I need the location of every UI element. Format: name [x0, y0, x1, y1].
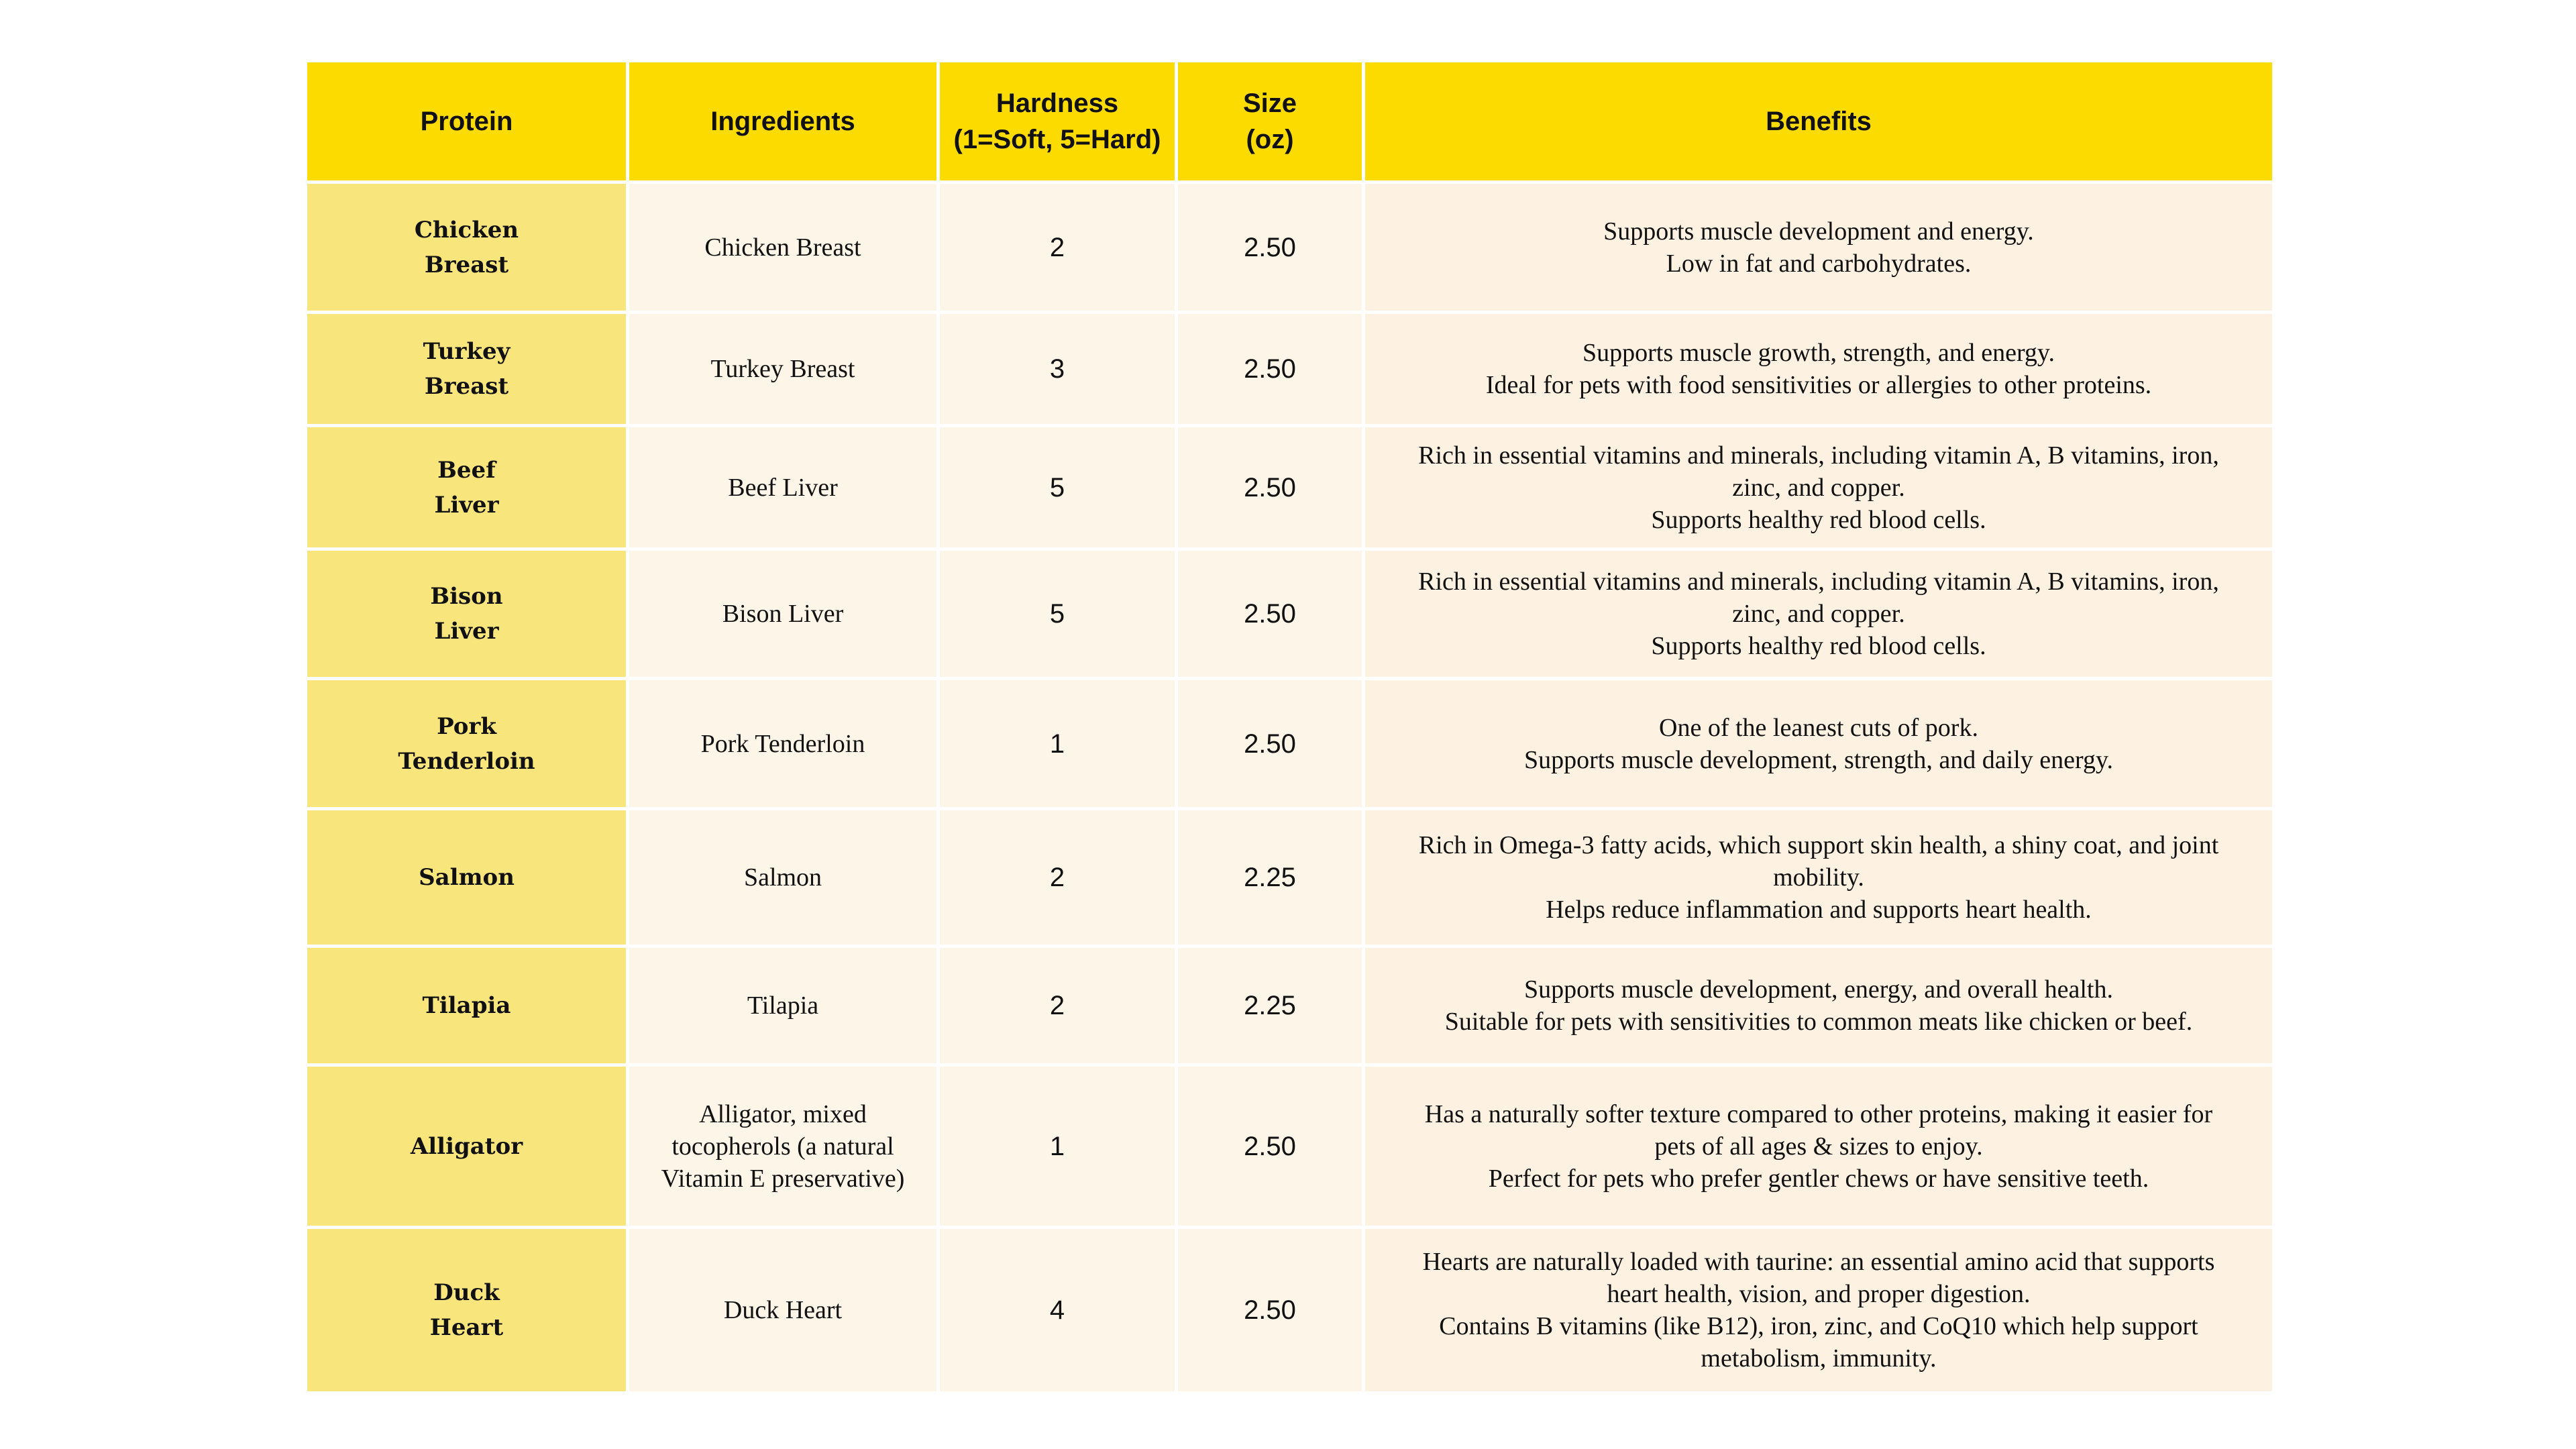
hardness-cell: 1 — [938, 1065, 1177, 1228]
protein-cell: Pork Tenderloin — [306, 679, 628, 809]
header-protein: Protein — [306, 61, 628, 182]
header-row — [306, 61, 2274, 182]
protein-cell: Tilapia — [306, 947, 628, 1065]
header-hardness: Hardness (1=Soft, 5=Hard) — [938, 61, 1177, 182]
ingredients-cell: Salmon — [628, 809, 938, 947]
ingredients-cell: Chicken Breast — [628, 182, 938, 313]
table-row — [306, 809, 2274, 947]
protein-cell: Duck Heart — [306, 1228, 628, 1393]
hardness-cell: 5 — [938, 549, 1177, 679]
size-cell: 2.50 — [1177, 549, 1364, 679]
benefits-cell: One of the leanest cuts of pork. Supports muscle development, strength, and daily energy. — [1364, 679, 2274, 809]
table-row — [306, 549, 2274, 679]
benefits-cell: Rich in essential vitamins and minerals, including vitamin A, B vitamins, iron, zinc, and copper. Supports healthy red blood cells. — [1364, 426, 2274, 549]
table-row — [306, 426, 2274, 549]
benefits-cell: Supports muscle development and energy. Low in fat and carbohydrates. — [1364, 182, 2274, 313]
protein-cell: Beef Liver — [306, 426, 628, 549]
hardness-cell: 5 — [938, 426, 1177, 549]
ingredients-cell: Pork Tenderloin — [628, 679, 938, 809]
benefits-cell: Hearts are naturally loaded with taurine: an essential amino acid that supports heart health, vision, and proper digestion. Contains B vitamins (like B12), iron, zinc, and CoQ10 which help support metabolism, immunity. — [1364, 1228, 2274, 1393]
table-row — [306, 182, 2274, 313]
size-cell: 2.50 — [1177, 1065, 1364, 1228]
ingredients-cell: Duck Heart — [628, 1228, 938, 1393]
header-benefits: Benefits — [1364, 61, 2274, 182]
protein-comparison-table — [304, 59, 2275, 1395]
size-cell: 2.50 — [1177, 426, 1364, 549]
benefits-cell: Rich in Omega-3 fatty acids, which support skin health, a shiny coat, and joint mobility. Helps reduce inflammation and supports heart health. — [1364, 809, 2274, 947]
hardness-cell: 2 — [938, 947, 1177, 1065]
ingredients-cell: Bison Liver — [628, 549, 938, 679]
ingredients-cell: Alligator, mixed tocopherols (a natural Vitamin E preservative) — [628, 1065, 938, 1228]
protein-cell: Turkey Breast — [306, 313, 628, 426]
table-row — [306, 1228, 2274, 1393]
size-cell: 2.50 — [1177, 313, 1364, 426]
protein-cell: Alligator — [306, 1065, 628, 1228]
ingredients-cell: Beef Liver — [628, 426, 938, 549]
size-cell: 2.50 — [1177, 1228, 1364, 1393]
size-cell: 2.25 — [1177, 947, 1364, 1065]
benefits-cell: Rich in essential vitamins and minerals, including vitamin A, B vitamins, iron, zinc, and copper. Supports healthy red blood cells. — [1364, 549, 2274, 679]
benefits-cell: Has a naturally softer texture compared to other proteins, making it easier for pets of all ages & sizes to enjoy. Perfect for pets who prefer gentler chews or have sensitive teeth. — [1364, 1065, 2274, 1228]
table-row — [306, 1065, 2274, 1228]
hardness-cell: 3 — [938, 313, 1177, 426]
size-cell: 2.25 — [1177, 809, 1364, 947]
size-cell: 2.50 — [1177, 679, 1364, 809]
size-cell: 2.50 — [1177, 182, 1364, 313]
hardness-cell: 4 — [938, 1228, 1177, 1393]
table-row — [306, 679, 2274, 809]
ingredients-cell: Turkey Breast — [628, 313, 938, 426]
benefits-cell: Supports muscle development, energy, and overall health. Suitable for pets with sensitivities to common meats like chicken or beef. — [1364, 947, 2274, 1065]
protein-cell: Chicken Breast — [306, 182, 628, 313]
table-row — [306, 313, 2274, 426]
hardness-cell: 1 — [938, 679, 1177, 809]
table-row — [306, 947, 2274, 1065]
protein-cell: Salmon — [306, 809, 628, 947]
hardness-cell: 2 — [938, 182, 1177, 313]
hardness-cell: 2 — [938, 809, 1177, 947]
ingredients-cell: Tilapia — [628, 947, 938, 1065]
header-ingredients: Ingredients — [628, 61, 938, 182]
protein-cell: Bison Liver — [306, 549, 628, 679]
header-size: Size (oz) — [1177, 61, 1364, 182]
benefits-cell: Supports muscle growth, strength, and energy. Ideal for pets with food sensitivities or allergies to other proteins. — [1364, 313, 2274, 426]
